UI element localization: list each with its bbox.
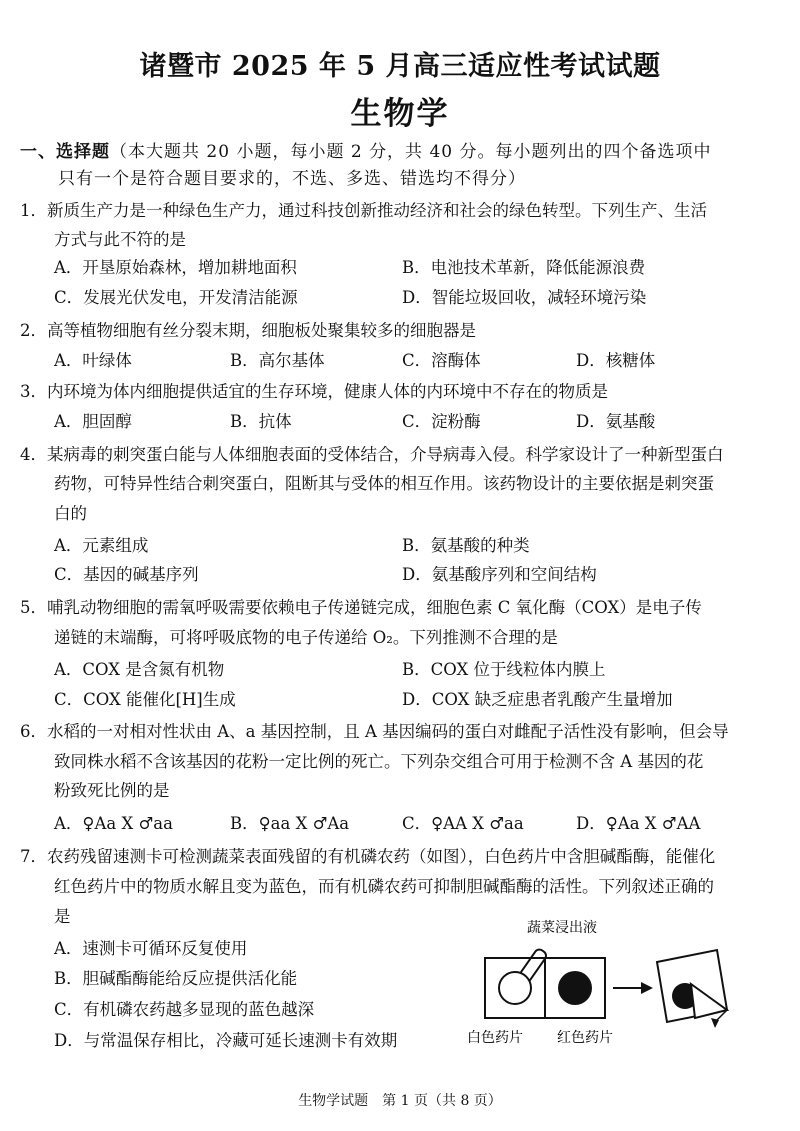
question-4-option-b: B．氨基酸的种类 bbox=[402, 536, 530, 555]
question-5-stem-1: 5．哺乳动物细胞的需氧呼吸需要依赖电子传递链完成，细胞色素 C 氧化酶（COX）是电子传 bbox=[20, 598, 702, 617]
question-5-stem-2: 递链的末端酶，可将呼吸底物的电子传递给 O₂。下列推测不合理的是 bbox=[54, 628, 558, 647]
subject-title: 生物学 bbox=[350, 96, 450, 132]
question-7-stem-3: 是 bbox=[54, 907, 71, 926]
question-6-option-d: D．♀Aa X ♂AA bbox=[576, 814, 701, 833]
question-6-stem-3: 粉致死比例的是 bbox=[54, 781, 170, 800]
question-6-option-c: C．♀AA X ♂aa bbox=[402, 814, 524, 833]
white-tablet bbox=[499, 972, 531, 1004]
question-1-stem-1: 1．新质生产力是一种绿色生产力，通过科技创新推动经济和社会的绿色转型。下列生产、生活 bbox=[20, 201, 707, 220]
question-5-option-d: D．COX 缺乏症患者乳酸产生量增加 bbox=[402, 690, 673, 709]
question-3-option-c: C．淀粉酶 bbox=[402, 412, 481, 431]
page-footer: 生物学试题 第 1 页（共 8 页） bbox=[298, 1093, 502, 1109]
question-7-stem-1: 7．农药残留速测卡可检测蔬菜表面残留的有机磷农药（如图），白色药片中含胆碱酯酶，能催化 bbox=[20, 847, 716, 866]
question-6-stem-2: 致同株水稻不含该基因的花粉一定比例的死亡。下列杂交组合可用于检测不含 A 基因的花 bbox=[54, 752, 704, 771]
question-3-option-b: B．抗体 bbox=[230, 412, 292, 431]
question-3-option-a: A．胆固醇 bbox=[54, 412, 132, 431]
question-7-option-d: D．与常温保存相比，冷藏可延长速测卡有效期 bbox=[54, 1031, 398, 1050]
question-7-stem-2: 红色药片中的物质水解且变为蓝色，而有机磷农药可抑制胆碱酯酶的活性。下列叙述正确的 bbox=[54, 877, 714, 896]
question-6-option-a: A．♀Aa X ♂aa bbox=[54, 814, 173, 833]
question-1-option-c: C．发展光伏发电，开发清洁能源 bbox=[54, 288, 298, 307]
question-7-option-a: A．速测卡可循环反复使用 bbox=[54, 939, 248, 958]
question-1-stem-2: 方式与此不符的是 bbox=[54, 230, 186, 249]
question-6-option-b: B．♀aa X ♂Aa bbox=[230, 814, 350, 833]
arrow-right-icon bbox=[613, 982, 653, 994]
question-5-option-a: A．COX 是含氮有机物 bbox=[54, 660, 225, 679]
question-3-option-d: D．氨基酸 bbox=[576, 412, 656, 431]
question-5-option-b: B．COX 位于线粒体内膜上 bbox=[402, 660, 606, 679]
section-instructions-1: （本大题共 20 小题，每小题 2 分，共 40 分。每小题列出的四个备选项中 bbox=[110, 142, 712, 162]
question-1-option-b: B．电池技术革新，降低能源浪费 bbox=[402, 258, 646, 277]
section-instructions-2: 只有一个是符合题目要求的，不选、多选、错选均不得分） bbox=[58, 169, 526, 189]
section-header bbox=[20, 141, 712, 163]
question-7-option-b: B．胆碱酯酶能给反应提供活化能 bbox=[54, 969, 298, 988]
folded-card bbox=[657, 950, 727, 1028]
question-6-stem-1: 6．水稻的一对相对性状由 A、a 基因控制，且 A 基因编码的蛋白对雌配子活性没有影响，但会导 bbox=[20, 722, 729, 741]
question-4-stem-1: 4．某病毒的刺突蛋白能与人体细胞表面的受体结合，介导病毒入侵。科学家设计了一种新型蛋白 bbox=[20, 445, 724, 464]
question-4-stem-3: 白的 bbox=[54, 504, 87, 523]
question-2-option-b: B．高尔基体 bbox=[230, 351, 325, 370]
figure-label-top: 蔬菜浸出液 bbox=[527, 920, 597, 936]
exam-title: 诸暨市 2025 年 5 月高三适应性考试试题 bbox=[139, 51, 661, 82]
question-5-option-c: C．COX 能催化[H]生成 bbox=[54, 690, 236, 709]
red-tablet bbox=[558, 971, 592, 1005]
question-4-option-c: C．基因的碱基序列 bbox=[54, 565, 199, 584]
test-card-figure bbox=[465, 918, 755, 1048]
question-2-option-a: A．叶绿体 bbox=[54, 351, 132, 370]
figure-label-red: 红色药片 bbox=[557, 1030, 613, 1046]
figure-label-white: 白色药片 bbox=[467, 1030, 523, 1046]
question-3-stem-1: 3．内环境为体内细胞提供适宜的生存环境，健康人体的内环境中不存在的物质是 bbox=[20, 382, 608, 401]
question-4-option-d: D．氨基酸序列和空间结构 bbox=[402, 565, 597, 584]
question-4-option-a: A．元素组成 bbox=[54, 536, 149, 555]
question-7-option-c: C．有机磷农药越多显现的蓝色越深 bbox=[54, 1000, 315, 1019]
question-2-option-d: D．核糖体 bbox=[576, 351, 656, 370]
question-1-option-d: D．智能垃圾回收，减轻环境污染 bbox=[402, 288, 647, 307]
question-2-stem-1: 2．高等植物细胞有丝分裂末期，细胞板处聚集较多的细胞器是 bbox=[20, 321, 476, 340]
section-label: 一、选择题 bbox=[20, 142, 110, 162]
question-1-option-a: A．开垦原始森林，增加耕地面积 bbox=[54, 258, 297, 277]
question-4-stem-2: 药物，可特异性结合刺突蛋白，阻断其与受体的相互作用。该药物设计的主要依据是刺突蛋 bbox=[54, 474, 714, 493]
question-2-option-c: C．溶酶体 bbox=[402, 351, 481, 370]
